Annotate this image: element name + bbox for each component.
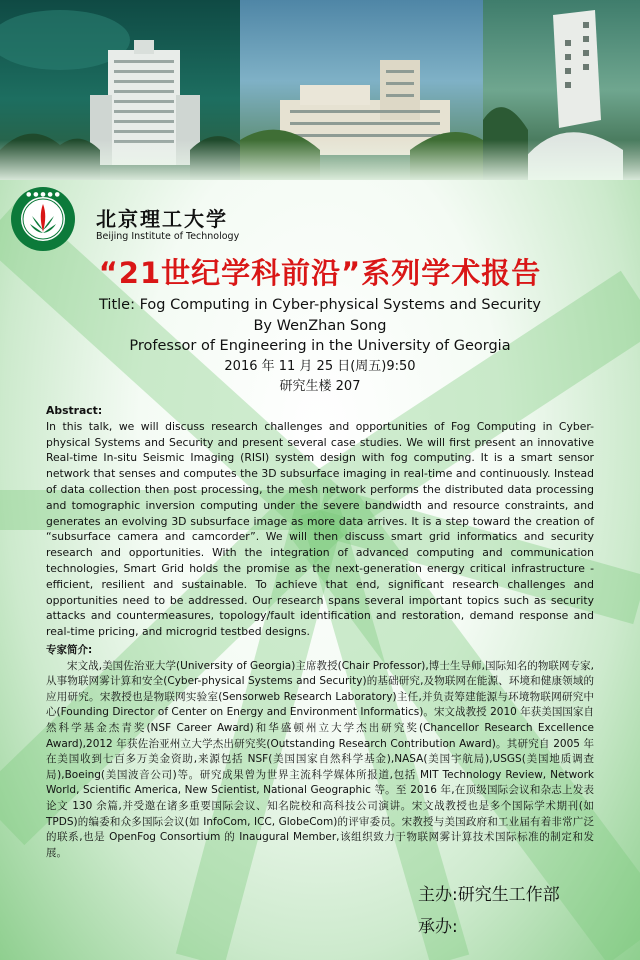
host-organizer: 主办:研究生工作部	[418, 885, 560, 905]
talk-affiliation: Professor of Engineering in the University of Georgia	[129, 338, 511, 354]
cohost-organizer: 承办:	[418, 917, 458, 937]
university-name-cn: 北京理工大学	[96, 207, 228, 231]
bio-heading: 专家简介:	[46, 644, 93, 656]
series-headline: “21世纪学科前沿”系列学术报告	[98, 256, 542, 290]
speaker-bio-section	[46, 643, 594, 861]
university-name-en: Beijing Institute of Technology	[96, 231, 240, 242]
svg-text:● ● ● ● ●: ● ● ● ● ●	[26, 191, 60, 198]
university-seal-icon	[10, 186, 76, 252]
banner-fade	[0, 140, 640, 180]
talk-title: Title: Fog Computing in Cyber-physical Systems and Security	[99, 297, 541, 313]
talk-datetime: 2016 年 11 月 25 日(周五)9:50	[224, 358, 416, 374]
talk-speaker: By WenZhan Song	[253, 317, 387, 334]
bio-body: 宋文战,美国佐治亚大学(University of Georgia)主席教授(Chair Professor),博士生导师,国际知名的物联网专家,从事物联网雾计算和安全(Cyber-physical Systems and Security)的基础研究,及物联网在能源、环境和健康领域的应用研究。宋教授也是物联网实验室(Sensorweb Research Laboratory)主任,并负责筹建能源与环境物联网研究中心(Founding Director of Center on Energy and Environment Informatics)。宋文战教授 2010 年获美国国家自然科学基金杰青奖(NSF Career Award)和华盛顿州立大学杰出研究奖(Chancellor Research Excellence Award),2012 年获佐治亚州立大学杰出研究奖(Outstanding Research Contribution Award)。其研究自 2005 年在美国收到七百多万美金资助,来源包括 NSF(美国国家自然科学基金),NASA(美国宇航局),USGS(美国地质调查局),Boeing(美国波音公司)等。研究成果曾为世界主流科学媒体所报道,包括 MIT Technology Review, Network World, Scientific America, New Scientist, National Geographic 等。至 2016 年,在顶级国际会议和杂志上发表论文 130 余篇,并受邀在诸多重要国际会议、知名院校和高科技公司演讲。宋文战教授也是多个国际学术期刊(如 TPDS)的编委和众多国际会议(如 InfoCom, ICC, GlobeCom)的评审委员。宋教授与美国政府和工业届有着非常广泛的联系,也是 OpenFog Consortium 的 Inaugural Member,该组织致力于物联网雾计算技术国际标准的制定和发展。	[46, 659, 594, 859]
talk-info	[0, 295, 640, 398]
talk-venue: 研究生楼 207	[279, 379, 361, 394]
abstract-body: In this talk, we will discuss research challenges and opportunities of Fog Computing in Cyber-physical Systems and Security and present several case studies. We will first present an innovative Real-time In-situ Seismic Imaging (RISI) system design with fog computing. It is a smart sensor network that senses and computes the 3D subsurface imaging in real-time and continuously. Instead of data collection then post processing, the mesh network performs the distributed data processing and tomographic inversion computing under the severe bandwidth and resource constraints, and generates an evolving 3D subsurface image as more data arrives. It is a step toward the creation of “subsurface camera and camcorder”. We will then discuss smart grid informatics and security research and opportunities. With the integration of advanced computing and communication technologies, Smart Grid holds the promise as the next-generation energy critical infrastructure - efficient, resilient and sustainable. To achieve that end, significant research challenges and opportunities need to be addressed. Our research spans several important topics such as security attacks and countermeasures, topology/fault identification and restoration, demand response and real-time pricing, and microgrid testbed designs.	[46, 419, 594, 639]
abstract-section	[46, 403, 594, 640]
abstract-heading: Abstract:	[46, 404, 103, 417]
